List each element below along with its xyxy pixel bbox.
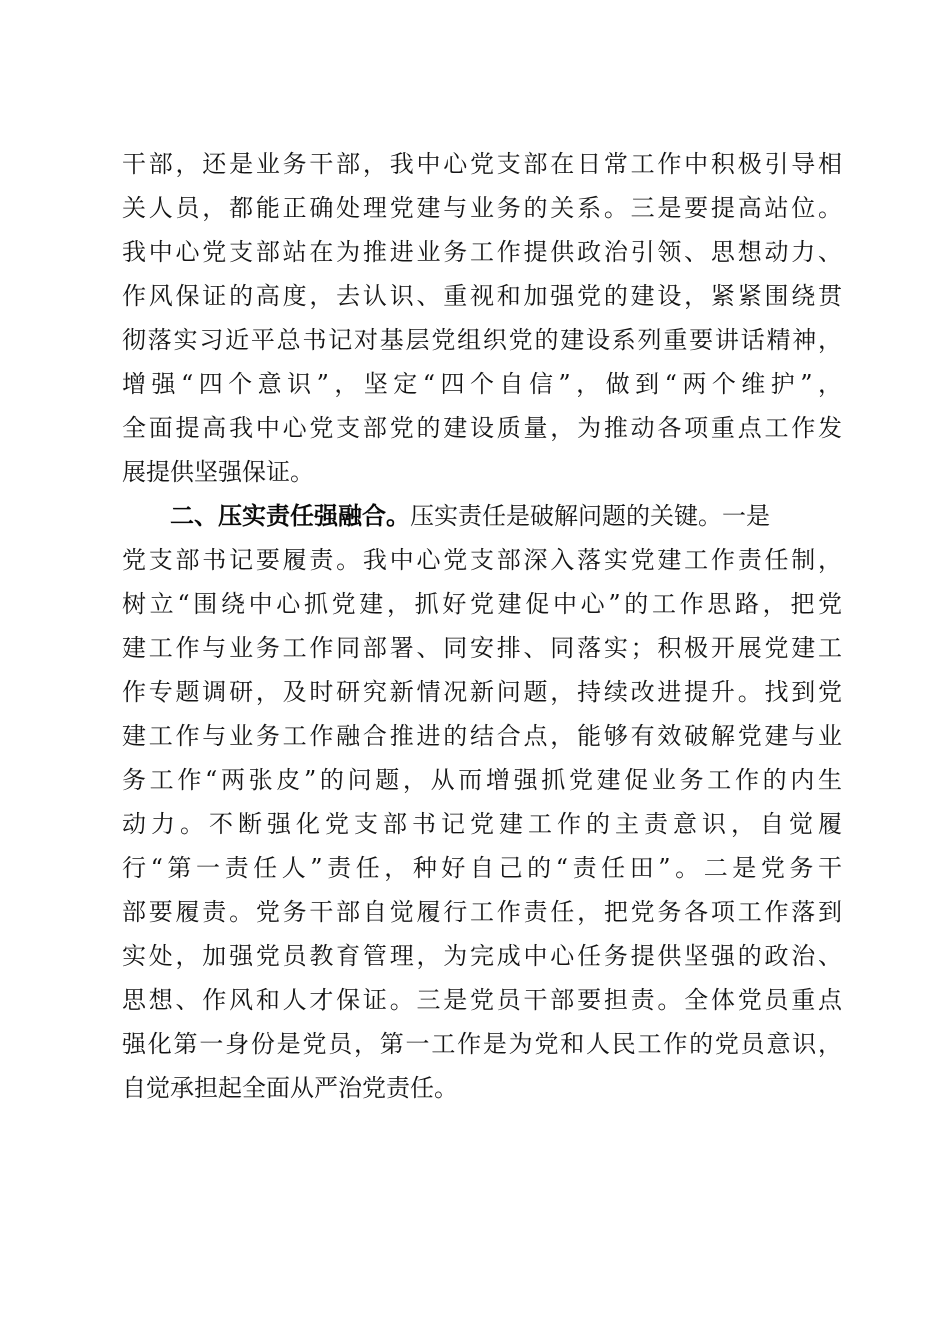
section-2-line: 思想、作风和人才保证。三是党员干部要担责。全体党员重点	[122, 986, 842, 1014]
section-2-heading: 二、压实责任强融合。	[170, 502, 410, 530]
paragraph-1-last-line: 展提供坚强保证。	[122, 458, 314, 486]
section-2-first-line	[122, 494, 842, 538]
section-2-line: 动力。不断强化党支部书记党建工作的主责意识，自觉履	[122, 810, 842, 838]
paragraph-1-line: 我中心党支部站在为推进业务工作提供政治引领、思想动力、	[122, 238, 842, 266]
section-2-line: 建工作与业务工作同部署、同安排、同落实；积极开展党建工	[122, 634, 842, 662]
section-2-line: 部要履责。党务干部自觉履行工作责任，把党务各项工作落到	[122, 898, 842, 926]
paragraph-1-line: 增强“四个意识”，坚定“四个自信”，做到“两个维护”，	[122, 370, 842, 398]
section-2-line: 行“第一责任人”责任，种好自己的“责任田”。二是党务干	[122, 854, 842, 882]
section-2-last-line: 自觉承担起全面从严治党责任。	[122, 1074, 458, 1102]
section-2-line: 实处，加强党员教育管理，为完成中心任务提供坚强的政治、	[122, 942, 842, 970]
section-2-line: 务工作“两张皮”的问题，从而增强抓党建促业务工作的内生	[122, 766, 842, 794]
paragraph-1-line: 作风保证的高度，去认识、重视和加强党的建设，紧紧围绕贯	[122, 282, 842, 310]
paragraph-1-line: 全面提高我中心党支部党的建设质量，为推动各项重点工作发	[122, 414, 842, 442]
paragraph-1-line: 干部，还是业务干部，我中心党支部在日常工作中积极引导相	[122, 150, 842, 178]
paragraph-1-line: 关人员，都能正确处理党建与业务的关系。三是要提高站位。	[122, 194, 842, 222]
section-2-line: 建工作与业务工作融合推进的结合点，能够有效破解党建与业	[122, 722, 842, 750]
section-2-first-line-text: 压实责任是破解问题的关键。一是	[410, 502, 770, 530]
section-2-line: 作专题调研，及时研究新情况新问题，持续改进提升。找到党	[122, 678, 842, 706]
document-body	[122, 142, 842, 1110]
section-2-line: 党支部书记要履责。我中心党支部深入落实党建工作责任制，	[122, 546, 842, 574]
section-2-line: 强化第一身份是党员，第一工作是为党和人民工作的党员意识，	[122, 1030, 842, 1058]
paragraph-1-line: 彻落实习近平总书记对基层党组织党的建设系列重要讲话精神，	[122, 326, 842, 354]
section-2-line: 树立“围绕中心抓党建，抓好党建促中心”的工作思路，把党	[122, 590, 842, 618]
